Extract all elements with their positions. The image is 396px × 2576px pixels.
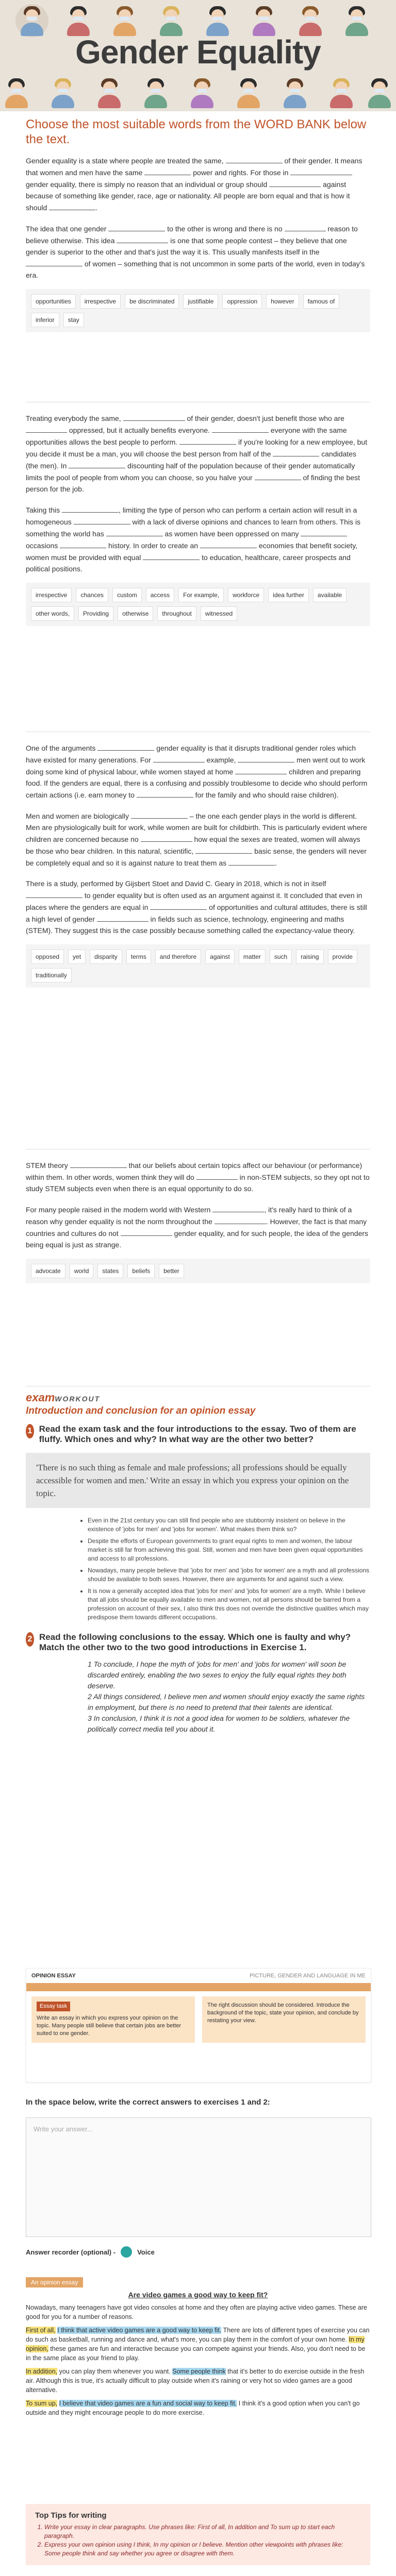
answer-blank[interactable] xyxy=(285,223,326,231)
answer-blank[interactable] xyxy=(74,516,130,524)
answer-blank[interactable] xyxy=(179,436,236,445)
essay-title: Are video games a good way to keep fit? xyxy=(128,2291,268,2299)
word-chip[interactable]: Providing xyxy=(78,606,113,621)
section-heading: In the space below, write the correct answers to exercises 1 and 2: xyxy=(26,2098,270,2107)
list-item: • Even in the 21st century you can still find people who are stubbornly insistent on believe in the existence of 'jobs for men' and 'jobs for women'. What makes them think so? xyxy=(88,1516,370,1534)
list-item: 3 In conclusion, I think it is not a good idea for women to be soldiers, whatever the politically correct media tell you about it. xyxy=(88,1714,350,1733)
word-chip[interactable]: available xyxy=(313,588,346,602)
recorder-label: Answer recorder (optional) - xyxy=(26,2248,116,2256)
list-item: 1. Write your essay in clear paragraphs. Use phrases like: First of all, In addition and To sum up to start each paragraph. xyxy=(44,2523,361,2540)
word-chip[interactable]: and therefore xyxy=(155,950,201,964)
word-chip[interactable]: custom xyxy=(112,588,142,602)
card-tag: Essay task xyxy=(37,2002,70,2011)
card-bar xyxy=(26,1983,371,1991)
answer-blank[interactable] xyxy=(60,539,106,548)
avatar xyxy=(139,76,172,109)
answer-blank[interactable] xyxy=(153,754,205,762)
voice-button[interactable]: Voice xyxy=(137,2248,155,2256)
word-chip[interactable]: stay xyxy=(63,313,84,327)
conclusions-list xyxy=(26,1659,370,1735)
paragraph: Gender equality is a state where people are treated the same, of their gender. It means that women and men have the same power and rights. For those in gender equality, there is simply no reason that an individual or group should against because of something like gender, race, age or nationality. All people are born equal and that is how it should . xyxy=(26,155,370,213)
tips-title: Top Tips for writing xyxy=(35,2511,107,2520)
list-item: 2 All things considered, I believe men and women should enjoy exactly the same rights in employment, but there is no need to pretend that their talents are identical. xyxy=(88,1692,365,1711)
top-tips-box xyxy=(26,2504,370,2565)
word-chip[interactable]: witnessed xyxy=(201,606,237,621)
answer-blank[interactable] xyxy=(131,810,188,819)
avatar xyxy=(0,76,33,109)
answer-blank[interactable] xyxy=(196,1171,238,1180)
answer-blank[interactable] xyxy=(214,1215,266,1224)
word-chip[interactable]: yet xyxy=(68,950,86,964)
word-bank xyxy=(26,289,370,332)
answer-blank[interactable] xyxy=(121,1227,172,1236)
answer-blank[interactable] xyxy=(26,258,82,266)
word-chip[interactable]: terms xyxy=(126,950,151,964)
answer-blank[interactable] xyxy=(69,460,125,468)
word-chip[interactable]: workforce xyxy=(228,588,264,602)
section-4 xyxy=(26,1159,370,1283)
word-chip[interactable]: advocate xyxy=(31,1264,65,1278)
word-chip[interactable]: idea further xyxy=(268,588,309,602)
answer-blank[interactable] xyxy=(150,901,207,910)
answer-blank[interactable] xyxy=(108,223,165,231)
avatar xyxy=(46,76,79,109)
answer-blank[interactable] xyxy=(200,539,257,548)
introductions-list xyxy=(26,1516,370,1622)
paragraph: STEM theory that our beliefs about certain topics affect our behaviour (or performance) within them. In other words, women think they will do in non-STEM subjects, so they opt not to study STEM subjects even when there is an equal opportunity to do so. xyxy=(26,1159,370,1194)
answer-recorder xyxy=(26,2246,155,2258)
avatar xyxy=(325,76,358,109)
card-left xyxy=(31,1996,195,2043)
avatar xyxy=(363,76,396,109)
avatar xyxy=(155,4,188,37)
answer-blank[interactable] xyxy=(144,166,191,175)
list-item: • It is now a generally accepted idea that 'jobs for men' and 'jobs for women' are a myth. While I believe that all jobs should be equally available to men and women, not all persons should be barred from a profession on account of their sex, I also think this does not override the distinctive qualities which may predispose them towards different occupations. xyxy=(88,1587,370,1622)
word-chip[interactable]: other words, xyxy=(31,606,74,621)
answer-blank[interactable] xyxy=(106,528,163,536)
word-chip[interactable]: however xyxy=(266,294,299,309)
word-chip[interactable]: throughout xyxy=(157,606,196,621)
answer-blank[interactable] xyxy=(97,742,154,751)
avatar xyxy=(201,4,234,37)
list-item: • Nowadays, many people believe that 'jobs for men' and 'jobs for women' are a myth and all professions should be available to both sexes. However, there are arguments for and against such a view. xyxy=(88,1566,370,1584)
question-text: Read the following conclusions to the essay. Which one is faulty and why? Match the other two to the two good introductions in Exercise 1. xyxy=(39,1632,351,1652)
essay-paragraph: First of all, I think that active video games are a good way to keep fit. There are lots of different types of exercise you can do such as basketball, running and dance and, what's more, you can play them in the comfort of your own home. In my opinion, these games are fun and interactive because you can compete against your friends. Also, you don't need to be in the same place as your friend to play. xyxy=(26,2327,370,2362)
answer-blank[interactable] xyxy=(235,766,287,774)
word-chip[interactable]: irrespective xyxy=(80,294,121,309)
answer-blank[interactable] xyxy=(97,913,148,922)
word-chip[interactable]: chances xyxy=(76,588,108,602)
word-chip[interactable]: against xyxy=(205,950,235,964)
section-heading: Choose the most suitable words from the WORD BANK below the text. xyxy=(26,117,367,146)
avatar xyxy=(186,76,219,109)
question-number: 1 xyxy=(26,1424,34,1438)
answer-blank[interactable] xyxy=(141,833,192,842)
avatar xyxy=(15,4,48,37)
answer-blank[interactable] xyxy=(49,201,95,210)
exam-subtitle: Introduction and conclusion for an opinion essay xyxy=(26,1405,256,1416)
card-title: OPINION ESSAY xyxy=(31,1973,76,1979)
tips-list xyxy=(35,2523,361,2558)
word-chip[interactable]: famous of xyxy=(303,294,340,309)
answer-blank[interactable] xyxy=(226,155,283,163)
card-right: The right discussion should be considered. Introduce the background of the topic, state your opinion, and conclude by restating your view. xyxy=(202,1996,366,2043)
paragraph: For many people raised in the modern world with Western , it's really hard to think of a reason why gender equality is not the norm throughout the . However, the fact is that many countries and cultures do not gender equality, and for such people, the idea of the genders being equal is just as strange. xyxy=(26,1204,370,1250)
model-essay xyxy=(26,2277,370,2421)
word-bank xyxy=(26,583,370,626)
answer-textarea[interactable] xyxy=(26,2117,371,2237)
answer-blank[interactable] xyxy=(269,178,321,187)
word-chip[interactable]: For example, xyxy=(178,588,224,602)
answer-blank[interactable] xyxy=(195,845,252,854)
paragraph: The idea that one gender to the other is wrong and there is no reason to believe otherwise. This idea is one that some people contest – they believe that one gender is superior to the other and that's just the way it is. This usually manifests itself in the of women – something that is not uncommon in some parts of the world, even in today's era. xyxy=(26,223,370,281)
word-chip[interactable]: access xyxy=(146,588,174,602)
exam-workout xyxy=(5,1391,391,1735)
answer-blank[interactable] xyxy=(273,448,319,456)
section-3 xyxy=(26,742,370,988)
essay-tag: An opinion essay xyxy=(26,2277,83,2287)
answer-blank[interactable] xyxy=(143,551,200,560)
card-text: Write an essay in which you express your opinion on the topic. Many people still believe that certain jobs are better suited to one gender. xyxy=(37,2015,182,2037)
paragraph: Men and women are biologically – the one each gender plays in the world is different. Men are physiologically built for work, while women are built for childbirth. This is particularly evident where children are concerned because no how equal the sexes are treated, women will always be those who bear children. In this natural, scientific, basic sense, the genders will never be completely equal and so it is against nature to treat them as . xyxy=(26,810,370,869)
section-2 xyxy=(26,412,370,626)
word-bank xyxy=(26,944,370,988)
avatar xyxy=(232,76,265,109)
page-title: Gender Equality xyxy=(75,33,321,71)
answer-blank[interactable] xyxy=(70,1159,127,1168)
answer-blank[interactable] xyxy=(212,1204,264,1212)
answer-blank[interactable] xyxy=(290,166,352,175)
essay-paragraph: In addition, you can play them whenever you want. Some people think that it's better to do exercise outside in the fresh air. Although this is true, it's actually difficult to play outside when it's raining or very hot so video games are a good alternative. xyxy=(26,2368,365,2394)
word-chip[interactable]: otherwise xyxy=(118,606,153,621)
word-chip[interactable]: be discriminated xyxy=(125,294,179,309)
word-chip[interactable]: better xyxy=(159,1264,184,1278)
answer-blank[interactable] xyxy=(123,412,185,421)
avatar xyxy=(340,4,373,37)
microphone-icon[interactable] xyxy=(121,2246,132,2258)
avatar xyxy=(294,4,327,37)
section-1 xyxy=(26,117,370,332)
answer-blank[interactable] xyxy=(26,424,67,433)
word-chip[interactable]: irrespective xyxy=(31,588,72,602)
exam-logo: examWORKOUT xyxy=(26,1391,101,1404)
textarea-placeholder: Write your answer... xyxy=(34,2125,93,2133)
answer-blank[interactable] xyxy=(137,789,193,798)
card-meta: PICTURE, GENDER AND LANGUAGE IN ME xyxy=(250,1973,366,1979)
word-chip[interactable]: disparity xyxy=(90,950,122,964)
list-item: 1 To conclude, I hope the myth of 'jobs for men' and 'jobs for women' will soon be discarded entirely, enabling the two sexes to enjoy the fully equal rights they both deserve. xyxy=(88,1660,346,1690)
opinion-essay-card xyxy=(26,1968,371,2082)
task-1-heading xyxy=(26,2097,370,2108)
answer-blank[interactable] xyxy=(26,889,82,898)
paragraph: Taking this , limiting the type of person who can perform a certain action will result in a homogeneous with a lack of diverse opinions and chances to learn from others. This is something the world has as women have been oppressed on many occasions history. In order to create an economies that benefit society, women must be provided with equal to education, healthcare, career prospects and political positions. xyxy=(26,504,370,574)
question-number: 2 xyxy=(26,1632,34,1647)
essay-paragraph: Nowadays, many teenagers have got video consoles at home and they often are playing active video games. These are good for you for a number of reasons. xyxy=(26,2304,367,2320)
list-item: 2. Express your own opinion using I think, In my opinion or I believe. Mention other viewpoints with phrases like: Some people think and say whether you agree or disagree with them. xyxy=(44,2540,361,2558)
word-chip[interactable]: raising xyxy=(296,950,323,964)
avatar xyxy=(93,76,126,109)
paragraph: One of the arguments gender equality is that it disrupts traditional gender roles which have existed for many generations. For example, men went out to work doing some kind of physical labour, while women stayed at home children and preparing food. If the genders are equal, there is a confusing and possibly troublesome to decide who should perform certain actions (i.e. earn money to for the family and who should raise children). xyxy=(26,742,370,801)
word-chip[interactable]: provide xyxy=(328,950,357,964)
answer-blank[interactable] xyxy=(117,234,168,243)
word-chip[interactable]: traditionally xyxy=(31,968,72,982)
avatar xyxy=(278,76,311,109)
task-quote: 'There is no such thing as female and male professions; all professions should be equally accessible for women and men.' Write an essay in which you express your opinion on the topic. xyxy=(26,1453,370,1508)
word-chip[interactable]: states xyxy=(97,1264,123,1278)
avatar xyxy=(108,4,141,37)
essay-paragraph: To sum up, I believe that video games are a fun and social way to keep fit. I think it's a good option when you can't go outside and they might encourage people to do more exercise. xyxy=(26,2400,360,2416)
paragraph: Treating everybody the same, of their gender, doesn't just benefit those who are oppressed, but it actually benefits everyone. everyone with the same opportunities allows the best people to perform. if you're looking for a new employee, but you decide it must be a man, you will choose the best person from half of the candidates (the men). In discounting half of the population because of their gender automatically limits the pool of people from whom you can choose, so you halve your of finding the best person for the job. xyxy=(26,412,370,495)
word-bank xyxy=(26,1259,370,1283)
banner-image xyxy=(0,0,396,111)
word-chip[interactable]: justifiable xyxy=(183,294,218,309)
answer-blank[interactable] xyxy=(212,424,269,433)
answer-blank[interactable] xyxy=(62,504,119,513)
question-text: Read the exam task and the four introductions to the essay. Two of them are fluffy. Which ones and why? In what way are the other two better? xyxy=(39,1424,356,1444)
word-chip[interactable]: such xyxy=(270,950,292,964)
question-2 xyxy=(26,1632,370,1653)
list-item: • Despite the efforts of European governments to grant equal rights to men and women, the labour market is still far from achieving this goal. Still, women and men have been given equal opportunities and access to all professions. xyxy=(88,1537,370,1563)
avatar xyxy=(62,4,95,37)
word-chip[interactable]: inferior xyxy=(31,313,59,327)
avatar xyxy=(248,4,280,37)
answer-blank[interactable] xyxy=(301,528,347,536)
answer-blank[interactable] xyxy=(255,471,301,480)
answer-blank[interactable] xyxy=(228,857,275,866)
word-chip[interactable]: opposed xyxy=(31,950,64,964)
word-chip[interactable]: world xyxy=(70,1264,94,1278)
answer-blank[interactable] xyxy=(238,754,294,762)
word-chip[interactable]: opportunities xyxy=(31,294,76,309)
word-chip[interactable]: oppression xyxy=(222,294,262,309)
question-1 xyxy=(26,1424,370,1445)
paragraph: There is a study, performed by Gijsbert Stoet and David C. Geary in 2018, which is not in itself to gender equality but is often used as an argument against it. It concluded that even in places where the genders are equal in of opportunities and cultural attitudes, there is still a high level of gender in fields such as science, technology, engineering and maths (STEM). They suggest this is the case possibly because something called the expectancy-value theory. xyxy=(26,879,367,935)
word-chip[interactable]: matter xyxy=(239,950,266,964)
word-chip[interactable]: beliefs xyxy=(127,1264,155,1278)
